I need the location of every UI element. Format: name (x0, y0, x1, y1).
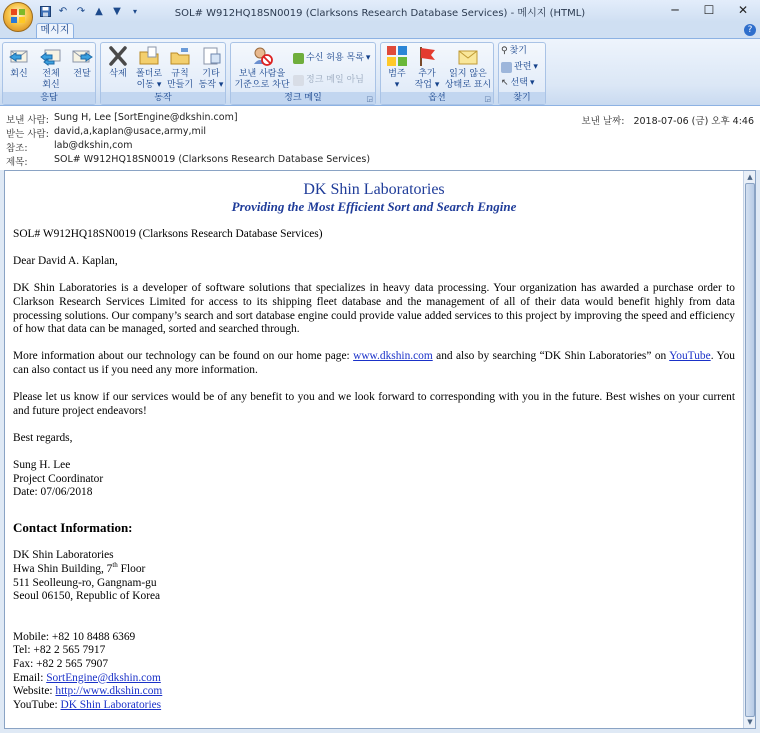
title-bar (0, 0, 760, 22)
move-to-folder-icon (138, 45, 160, 67)
down-arrow-icon[interactable]: ▼ (113, 5, 121, 17)
block-sender-icon (251, 45, 273, 67)
group-actions (100, 42, 226, 105)
scroll-thumb[interactable] (745, 183, 755, 717)
group-junk-label: 정크 메일 (231, 92, 375, 104)
reply-all-icon (40, 45, 62, 67)
forward-icon (71, 45, 93, 67)
reply-icon (8, 45, 30, 67)
group-actions-label: 동작 (101, 92, 225, 104)
mobile-number: Mobile: +82 10 8488 6369 (13, 630, 136, 643)
create-rule-icon (169, 45, 191, 67)
reply-all-button[interactable]: 전체 회신 (36, 45, 66, 91)
contact-heading: Contact Information: (13, 519, 133, 535)
website-link[interactable]: http://www.dkshin.com (55, 685, 163, 698)
message-body-frame (4, 170, 756, 729)
greeting: Dear David A. Kaplan, (13, 255, 118, 268)
group-junk (230, 42, 376, 105)
sent-row: 보낸 날짜: 2018-07-06 (금) 오후 4:46 (581, 116, 754, 127)
window-title: SOL# W912HQ18SN0019 (Clarksons Research Database Services) - 메시지 (HTML) (174, 8, 586, 19)
email-link[interactable]: SortEngine@dkshin.com (46, 671, 161, 684)
cursor-icon: ↖ (501, 78, 509, 88)
sol-line: SOL# W912HQ18SN0019 (Clarksons Research Database Services) (13, 228, 323, 240)
close-icon[interactable]: ✕ (737, 3, 749, 17)
maximize-icon[interactable]: ☐ (703, 3, 715, 17)
dialog-launcher-icon[interactable]: ◲ (366, 95, 373, 103)
binoculars-icon: ⚲ (501, 46, 508, 56)
message-body (13, 171, 735, 712)
message-header (0, 106, 760, 170)
subject-row: 제목: SOL# W912HQ18SN0019 (Clarksons Research Database Services) (6, 154, 371, 168)
select-button[interactable]: ↖ 선택 ▾ (501, 78, 535, 88)
delete-button[interactable]: 삭제 (105, 45, 131, 80)
from-value[interactable]: Sung H, Lee [SortEngine@dkshin.com] (54, 112, 238, 123)
other-actions-button[interactable]: 기타 동작 ▾ (197, 45, 225, 91)
cc-value[interactable]: lab@dkshin,com (54, 140, 133, 151)
address-line-4: Seoul 06150, Republic of Korea (13, 590, 161, 603)
move-to-folder-button[interactable]: 폴더로 이동 ▾ (133, 45, 165, 91)
paragraph-3: Please let us know if our services would be of any benefit to you and we look forward to corresponding with you in the future. Best wishes on your current and future project endeavors! (13, 391, 735, 417)
sent-value: 2018-07-06 (금) 오후 4:46 (633, 116, 754, 127)
from-row: 보낸 사람: Sung H, Lee [SortEngine@dkshin.com] (6, 112, 238, 126)
signature-title: Project Coordinator (13, 472, 104, 485)
to-row: 받는 사람: david,a,kaplan@usace,army,mil (6, 126, 207, 140)
youtube-line: YouTube: DK Shin Laboratories (13, 698, 162, 711)
subject-value: SOL# W912HQ18SN0019 (Clarksons Research Database Services) (54, 154, 371, 165)
up-arrow-icon[interactable]: ▲ (95, 5, 103, 17)
group-respond (2, 42, 96, 105)
categorize-button[interactable]: 범주 ▾ (383, 45, 411, 91)
signature-name: Sung H. Lee (13, 459, 71, 472)
categorize-icon (386, 45, 408, 67)
youtube-channel-link[interactable]: DK Shin Laboratories (60, 698, 162, 711)
group-find (498, 42, 546, 105)
tel-number: Tel: +82 2 565 7917 (13, 644, 106, 657)
minimize-icon[interactable]: ─ (671, 3, 679, 17)
other-actions-icon (200, 45, 222, 67)
homepage-link[interactable]: www.dkshin.com (353, 350, 433, 363)
closing: Best regards, (13, 431, 73, 444)
ribbon (0, 38, 760, 106)
paragraph-1: DK Shin Laboratories is a developer of software solutions that specializes in heavy data processing. Your organization has awarded a purchase order to Clarkson Research Services Limited for access to its shipping fleet database and the management of all of their data would benefit highly from data processing solutions. Our company’s search and sort database engine could provide value added services to this project by improving the speed and efficiency of how that data can be managed, sorted and searched through. (13, 282, 735, 336)
help-icon[interactable]: ? (744, 24, 756, 36)
not-junk-button[interactable]: 정크 메일 아님 (293, 74, 364, 86)
cc-row: 참조: lab@dkshin,com (6, 140, 133, 154)
group-options (380, 42, 494, 105)
mark-unread-button[interactable]: 읽지 않은 상태로 표시 (443, 45, 493, 91)
group-respond-label: 응답 (3, 92, 95, 104)
vertical-scrollbar[interactable] (743, 171, 755, 728)
block-sender-button[interactable]: 보낸 사람을 기준으로 차단 (233, 45, 291, 91)
follow-up-button[interactable]: 추가 작업 ▾ (413, 45, 441, 91)
forward-button[interactable]: 전달 (69, 45, 95, 80)
group-options-label: 옵션 (381, 92, 493, 104)
flag-icon (416, 45, 438, 67)
find-button[interactable]: ⚲ 찾기 (501, 46, 527, 56)
address-line-3: 511 Seolleung-ro, Gangnam-gu (13, 576, 157, 589)
reply-button[interactable]: 회신 (6, 45, 32, 80)
address-line-2: Hwa Shin Building, 7th Floor (13, 561, 146, 576)
youtube-link[interactable]: YouTube (669, 350, 711, 363)
signature-date: Date: 07/06/2018 (13, 486, 93, 499)
email-line: Email: SortEngine@dkshin.com (13, 671, 161, 684)
delete-icon (107, 45, 129, 67)
envelope-icon (457, 45, 479, 67)
scroll-down-icon[interactable]: ▼ (747, 718, 753, 726)
create-rule-button[interactable]: 규칙 만들기 (165, 45, 195, 91)
paragraph-2: More information about our technology can be found on our home page: www.dkshin.com and also by searching “DK Shin Laboratories” on YouTube. You can also contact us if you need any more information. (13, 350, 735, 376)
to-value[interactable]: david,a,kaplan@usace,army,mil (54, 126, 207, 137)
company-tagline: Providing the Most Efficient Sort and Search Engine (231, 199, 517, 214)
safe-lists-icon (293, 53, 304, 64)
address-line-1: DK Shin Laboratories (13, 549, 114, 562)
scroll-up-icon[interactable]: ▲ (747, 173, 753, 181)
fax-number: Fax: +82 2 565 7907 (13, 658, 109, 671)
redo-icon[interactable]: ↷ (76, 5, 86, 17)
website-line: Website: http://www.dkshin.com (13, 685, 163, 698)
undo-icon[interactable]: ↶ (58, 5, 68, 17)
dialog-launcher-icon[interactable]: ◲ (484, 95, 491, 103)
related-button[interactable]: 관련 ▾ (501, 61, 538, 73)
related-icon (501, 62, 512, 73)
tab-message[interactable]: 메시지 (36, 23, 74, 39)
customize-qat-icon[interactable]: ▾ (132, 6, 137, 16)
not-junk-icon (293, 75, 304, 86)
group-find-label: 찾기 (499, 92, 545, 104)
company-title: DK Shin Laboratories (303, 181, 445, 198)
safe-lists-button[interactable]: 수신 허용 목록 ▾ (293, 52, 370, 64)
office-button[interactable] (3, 2, 33, 32)
ribbon-tab-row (0, 22, 760, 38)
